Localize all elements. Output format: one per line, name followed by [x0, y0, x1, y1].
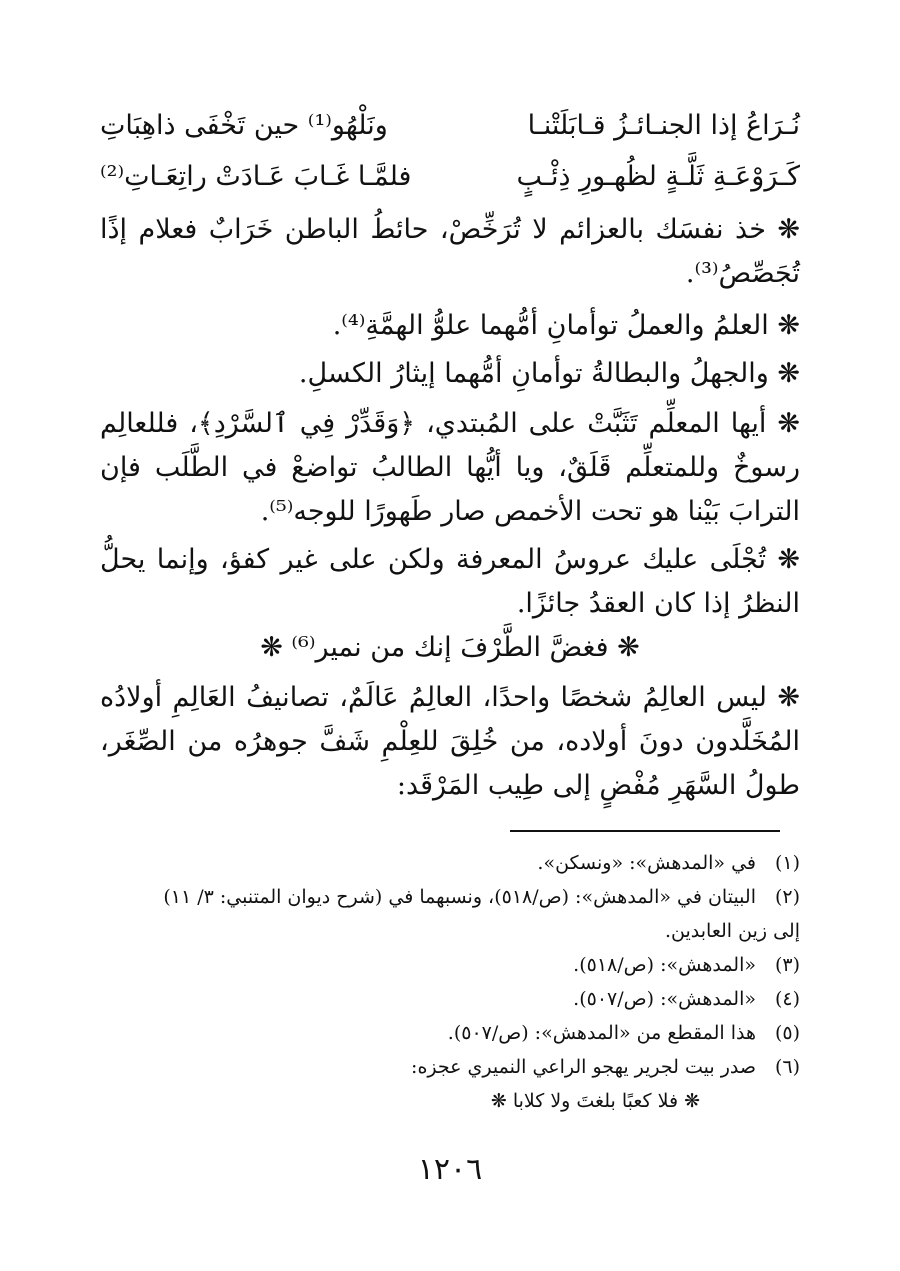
footnote-verse: ❋ فلا كعبًا بلغتَ ولا كلابا ❋: [490, 1090, 700, 1112]
body-paragraph: ❋ والجهلُ والبطالةُ توأمانِ أمُّهما إيثارُ الكسلِ.: [298, 358, 800, 389]
page-number: ١٢٠٦: [417, 1152, 483, 1187]
footnote: [100, 982, 800, 1016]
footnote: [100, 1050, 800, 1084]
footnote: [100, 1016, 800, 1050]
verse-hemistich-left: ونَلْهُو⁽¹⁾ حين تَخْفَى ذاهِبَاتِ: [100, 110, 388, 141]
body-paragraph: ❋ العلمُ والعملُ توأمانِ أمُّهما علوُّ الهمَّةِ⁽⁴⁾.: [332, 310, 800, 341]
footnote-text: صدر بيت لجرير يهجو الراعي النميري عجزه:: [411, 1056, 756, 1078]
footnote-continuation: إلى زين العابدين.: [665, 920, 800, 942]
body-paragraph: ❋ أيها المعلِّم تَثَبَّتْ على المُبتدي، ﴿وَقَدِّرْ فِي ٱلسَّرْدِ﴾، فللعالِم رسوخٌ وللمتعلِّم قَلَقٌ، ويا أيُّها الطالبُ تواضعْ في الطَّلَب فإن الترابَ بَيْنا هو تحت الأخمص صار طَهورًا للوجه⁽⁵⁾.: [100, 408, 800, 527]
footnote-number: (٣): [774, 954, 800, 976]
verse-hemistich-right: نُـرَاعُ إذا الجنـائـزُ قـابَلَتْنـا: [527, 110, 800, 141]
footnote-text: في «المدهش»: «ونسكن».: [537, 852, 756, 874]
footnote-text: «المدهش»: (ص/٥١٨).: [573, 954, 756, 976]
footnote-text: «المدهش»: (ص/٥٠٧).: [573, 988, 756, 1010]
poem-line: [100, 155, 800, 199]
footnote-separator: [510, 830, 780, 832]
footnote: [100, 880, 800, 914]
footnote-number: (١): [774, 852, 800, 874]
footnote-text: البيتان في «المدهش»: (ص/٥١٨)، ونسبهما في (شرح ديوان المتنبي: ٣/ ١١): [163, 886, 756, 908]
footnote-number: (٦): [774, 1056, 800, 1078]
body-paragraph: ❋ ليس العالِمُ شخصًا واحدًا، العالِمُ عَالَمٌ، تصانيفُ العَالِمِ أولادُه المُخَلَّدون دونَ أولاده، من خُلِقَ للعِلْمِ شَفَّ جوهرُه من الصِّغَر، طولُ السَّهَرِ مُفْضٍ إلى طِيب المَرْقَد:: [100, 682, 800, 801]
footnote-text: هذا المقطع من «المدهش»: (ص/٥٠٧).: [447, 1022, 756, 1044]
footnote-number: (٤): [774, 988, 800, 1010]
footnote-number: (٥): [774, 1022, 800, 1044]
footnote: [100, 948, 800, 982]
body-paragraph: ❋ خذ نفسَك بالعزائم لا تُرَخِّصْ، حائطُ الباطن خَرَابٌ فعلام إذًا تُجَصِّصُ⁽³⁾.: [100, 214, 800, 289]
verse-hemistich-right: كَـرَوْعَـةِ ثَلَّـةٍ لظُهـورِ ذِئْـبٍ: [516, 161, 800, 192]
verse-hemistich-left: فلمَّـا غَـابَ عَـادَتْ راتِعَـاتِ⁽²⁾: [100, 161, 412, 192]
body-paragraph: ❋ تُجْلَى عليك عروسُ المعرفة ولكن على غير كفؤ، وإنما يحلُّ النظرُ إذا كان العقدُ جائزًا.: [100, 544, 800, 619]
verse-quote: ❋ فغضَّ الطَّرْفَ إنك من نمير⁽⁶⁾ ❋: [260, 632, 640, 663]
footnote-number: (٢): [774, 886, 800, 908]
poem-line: [100, 104, 800, 148]
footnote: [100, 846, 800, 880]
